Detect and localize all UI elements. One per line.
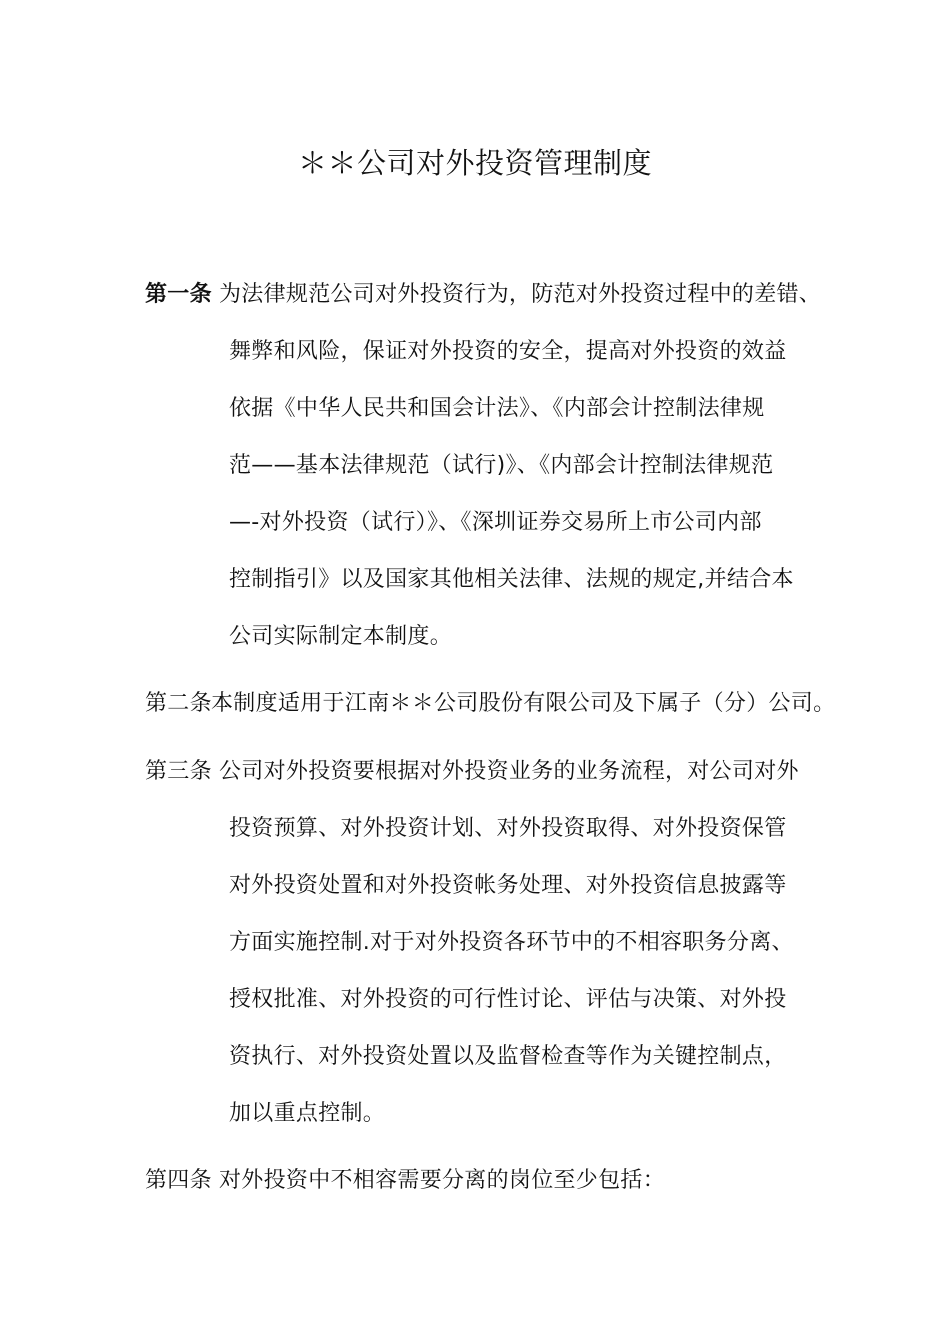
article-1-label: 第一条 bbox=[145, 282, 212, 307]
article-1-line-4: 范——基本法律规范（试行)》、《内部会计控制法律规范 bbox=[229, 453, 774, 478]
article-4-line-1: 对外投资中不相容需要分离的岗位至少包括： bbox=[219, 1168, 666, 1193]
article-3-line-3: 对外投资处置和对外投资帐务处理、对外投资信息披露等 bbox=[229, 873, 787, 898]
article-3-line-1: 公司对外投资要根据对外投资业务的业务流程，对公司对外 bbox=[219, 759, 799, 784]
article-1-line-5: —-对外投资（试行）》、《深圳证券交易所上市公司内部 bbox=[229, 510, 762, 535]
article-3-line-5: 授权批准、对外投资的可行性讨论、评估与决策、对外投 bbox=[229, 987, 787, 1012]
article-3-label: 第三条 bbox=[145, 759, 212, 784]
article-1-line-2: 舞弊和风险，保证对外投资的安全，提高对外投资的效益 bbox=[229, 339, 787, 364]
article-1-line-1: 为法律规范公司对外投资行为，防范对外投资过程中的差错、 bbox=[219, 282, 822, 307]
article-3-line-4: 方面实施控制.对于对外投资各环节中的不相容职务分离、 bbox=[229, 930, 794, 955]
document-title: ＊＊公司对外投资管理制度 bbox=[297, 146, 652, 180]
article-2-label: 第二条 bbox=[145, 691, 212, 716]
article-3-line-6: 资执行、对外投资处置以及监督检查等作为关键控制点， bbox=[229, 1044, 787, 1069]
article-1-line-3: 依据《中华人民共和国会计法》、《内部会计控制法律规 bbox=[229, 396, 765, 421]
article-1-line-6: 控制指引》以及国家其他相关法律、法规的规定,并结合本 bbox=[229, 567, 794, 592]
article-2-line-1: 本制度适用于江南＊＊公司股份有限公司及下属子（分）公司。 bbox=[211, 691, 836, 716]
article-1-line-7: 公司实际制定本制度。 bbox=[229, 624, 453, 649]
article-4-label: 第四条 bbox=[145, 1168, 212, 1193]
article-3-line-7: 加以重点控制。 bbox=[229, 1101, 386, 1126]
article-3-line-2: 投资预算、对外投资计划、对外投资取得、对外投资保管 bbox=[229, 816, 787, 841]
